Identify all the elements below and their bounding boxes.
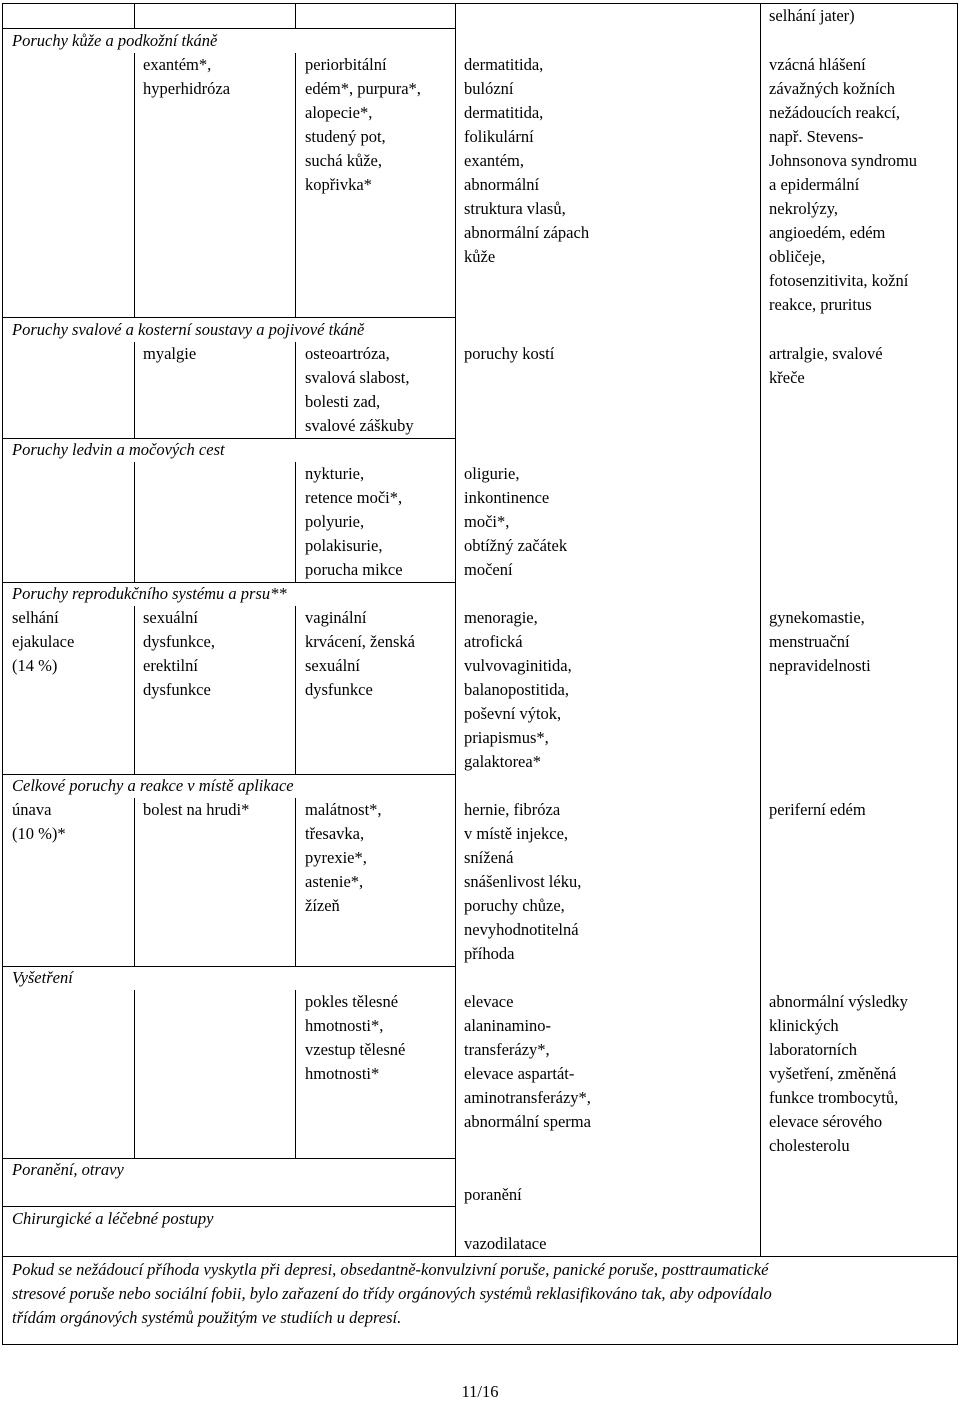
column-divider [134,462,135,582]
cell-top-right: selhání jater) [769,6,855,25]
cell-general-col3: malátnost*, třesavka, pyrexie*, astenie*, žízeň [305,800,382,915]
page-number: 11/16 [461,1382,499,1401]
table-border-bottom [2,1344,958,1345]
section-heading-surgery: Chirurgické a léčebné postupy [12,1209,214,1228]
column-divider [760,3,761,1256]
section-heading-exam: Vyšetření [12,968,73,987]
table-border-left [2,3,3,1344]
cell-repro-col4: menoragie, atrofická vulvovaginitida, balanopostitida, poševní výtok, priapismus*, galaktorea* [464,608,572,771]
table-border-right [957,3,958,1344]
cell-exam-col4: elevace alaninamino- transferázy*, elevace aspartát- aminotransferázy*, abnormální sperma [464,992,591,1131]
column-divider [295,3,296,28]
column-divider [295,462,296,582]
section-heading-general: Celkové poruchy a reakce v místě aplikace [12,776,294,795]
column-divider [134,798,135,966]
cell-repro-col5: gynekomastie, menstruační nepravidelnosti [769,608,871,675]
section-heading-muscle: Poruchy svalové a kosterní soustavy a pojivové tkáně [12,320,365,339]
column-divider [295,53,296,317]
cell-skin-col5: vzácná hlášení závažných kožních nežádoucích reakcí, např. Stevens- Johnsonova syndromu a epidermální nekrolýzy, angioedém, edém obličeje, fotosenzitivita, kožní reakce, pruritus [769,55,918,314]
cell-exam-col3: pokles tělesné hmotnosti*, vzestup tělesné hmotnosti* [305,992,406,1083]
cell-muscle-col3: osteoartróza, svalová slabost, bolesti zad, svalové záškuby [305,344,414,435]
cell-repro-col3: vaginální krvácení, ženská sexuální dysfunkce [305,608,415,699]
section-heading-injury: Poranění, otravy [12,1160,124,1179]
section-heading-renal: Poruchy ledvin a močových cest [12,440,225,459]
cell-muscle-col5: artralgie, svalové křeče [769,344,883,387]
cell-general-col5: periferní edém [769,800,866,819]
cell-skin-col2: exantém*, hyperhidróza [143,55,231,98]
cell-muscle-col4: poruchy kostí [464,344,555,363]
cell-general-col4: hernie, fibróza v místě injekce, snížená snášenlivost léku, poruchy chůze, nevyhodnotitelná příhoda [464,800,582,963]
cell-surgery-col4: vazodilatace [464,1234,547,1253]
column-divider [295,606,296,774]
section-heading-repro: Poruchy reprodukčního systému a prsu** [12,584,287,603]
cell-repro-col1: selhání ejakulace (14 %) [12,608,75,675]
column-divider [134,53,135,317]
section-heading-skin: Poruchy kůže a podkožní tkáně [12,31,218,50]
footnote-divider [2,1256,958,1257]
cell-general-col2: bolest na hrudi* [143,800,250,819]
column-divider [134,3,135,28]
column-divider [295,798,296,966]
column-divider [455,3,456,1256]
cell-renal-col4: oligurie, inkontinence moči*, obtížný začátek močení [464,464,568,579]
cell-injury-col4: poranění [464,1185,522,1204]
column-divider [134,342,135,438]
column-divider [295,342,296,438]
column-divider [134,990,135,1158]
cell-skin-col4: dermatitida, bulózní dermatitida, folikulární exantém, abnormální struktura vlasů, abnormální zápach kůže [464,55,590,266]
column-divider [134,606,135,774]
cell-exam-col5: abnormální výsledky klinických laboratorních vyšetření, změněná funkce trombocytů, elevace sérového cholesterolu [769,992,908,1155]
cell-muscle-col2: myalgie [143,344,197,363]
footnote: Pokud se nežádoucí příhoda vyskytla při depresi, obsedantně-konvulzivní poruše, panické poruše, posttraumatické stresové poruše nebo sociální fobii, bylo zařazení do třídy orgánových systémů reklasifikováno tak, aby odpovídalo třídám orgánových systémů použitým ve studiích u depresí. [12,1260,772,1327]
column-divider [295,990,296,1158]
cell-skin-col3: periorbitální edém*, purpura*, alopecie*, studený pot, suchá kůže, kopřivka* [305,55,421,194]
cell-renal-col3: nykturie, retence moči*, polyurie, polakisurie, porucha mikce [305,464,403,579]
cell-repro-col2: sexuální dysfunkce, erektilní dysfunkce [143,608,215,699]
cell-general-col1: únava (10 %)* [12,800,66,843]
